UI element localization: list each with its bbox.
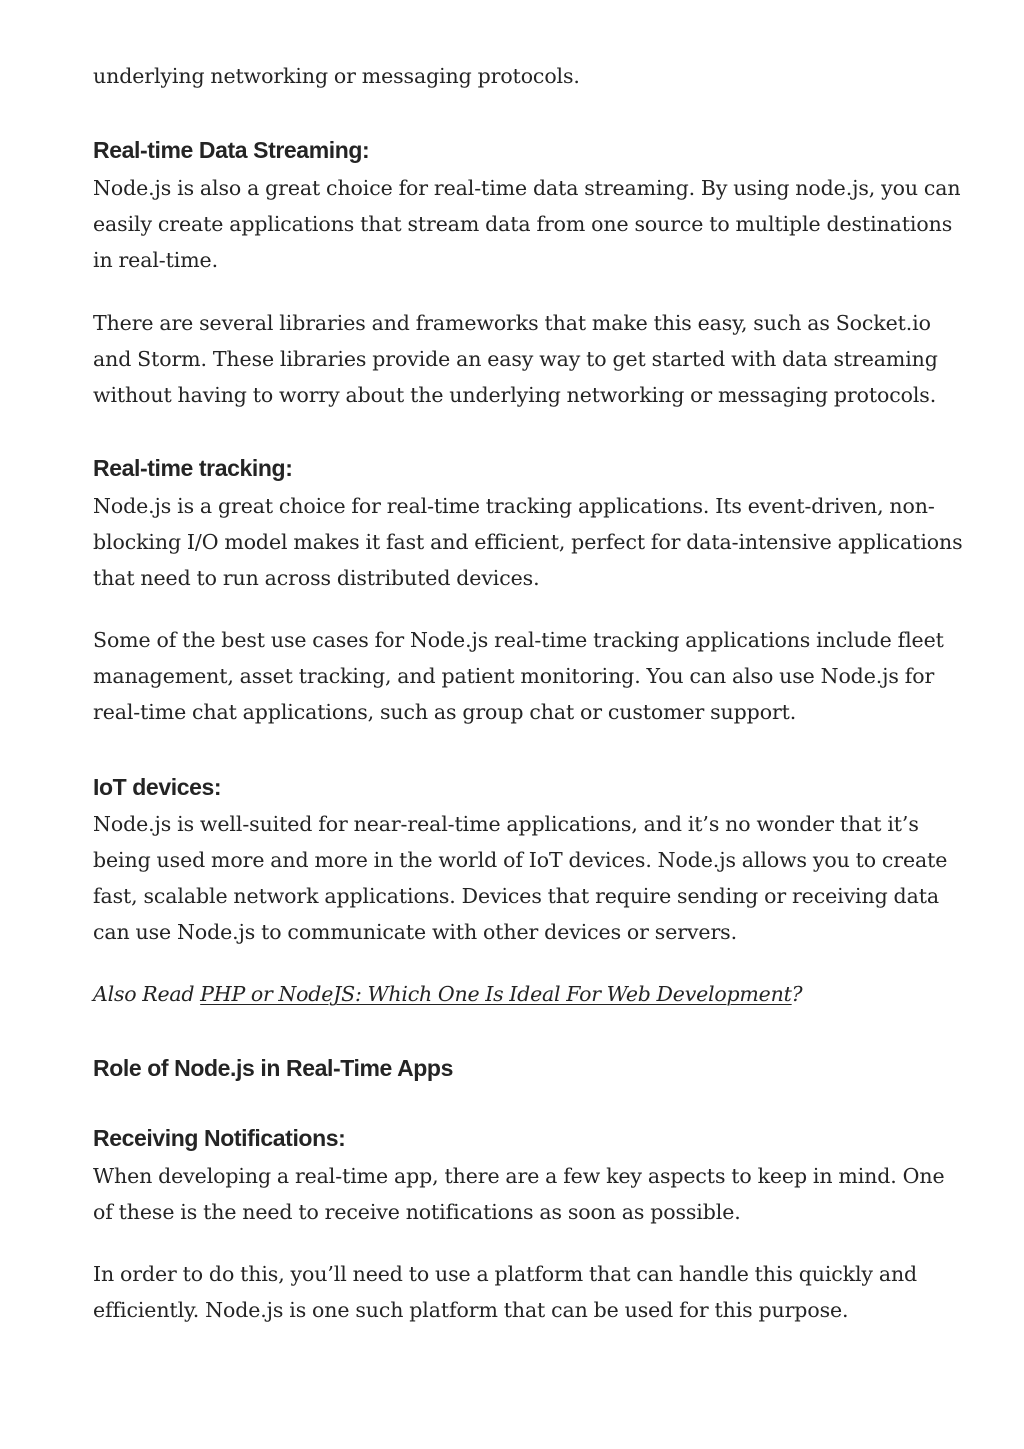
also-read-prefix: Also Read xyxy=(93,982,201,1006)
heading-receiving-notifications: Receiving Notifications: xyxy=(93,1125,346,1151)
paragraph-notifications-2: In order to do this, you’ll need to use a platform that can handle this quickly and efficiently. Node.js is one such platform that can be used for this purpose. xyxy=(93,1262,918,1322)
paragraph-streaming-1: Node.js is also a great choice for real-time data streaming. By using node.js, you can easily create applications that stream data from one source to multiple destinations in real-time. xyxy=(93,176,961,272)
paragraph-tracking-2: Some of the best use cases for Node.js real-time tracking applications include fleet management, asset tracking, and patient monitoring. You can also use Node.js for real-time chat applications, such as group chat or customer support. xyxy=(93,628,944,724)
heading-role-of-nodejs: Role of Node.js in Real-Time Apps xyxy=(93,1055,453,1081)
also-read-callout xyxy=(93,976,963,1012)
heading-real-time-tracking: Real-time tracking: xyxy=(93,455,293,481)
also-read-suffix: ? xyxy=(791,982,803,1006)
heading-iot-devices: IoT devices: xyxy=(93,774,222,800)
paragraph-intro-tail: underlying networking or messaging protocols. xyxy=(93,64,580,88)
paragraph-streaming-2: There are several libraries and frameworks that make this easy, such as Socket.io and Storm. These libraries provide an easy way to get started with data streaming without having to worry about the underlying networking or messaging protocols. xyxy=(93,311,938,407)
paragraph-notifications-1: When developing a real-time app, there are a few key aspects to keep in mind. One of these is the need to receive notifications as soon as possible. xyxy=(93,1164,945,1224)
paragraph-iot-1: Node.js is well-suited for near-real-time applications, and it’s no wonder that it’s being used more and more in the world of IoT devices. Node.js allows you to create fast, scalable network applications. Devices that require sending or receiving data can use Node.js to communicate with other devices or servers. xyxy=(93,812,948,944)
heading-real-time-data-streaming: Real-time Data Streaming: xyxy=(93,137,370,163)
paragraph-tracking-1: Node.js is a great choice for real-time tracking applications. Its event-driven, non-blocking I/O model makes it fast and efficient, perfect for data-intensive applications that need to run across distributed devices. xyxy=(93,494,963,590)
also-read-link[interactable]: PHP or NodeJS: Which One Is Ideal For Web Development xyxy=(200,982,792,1006)
